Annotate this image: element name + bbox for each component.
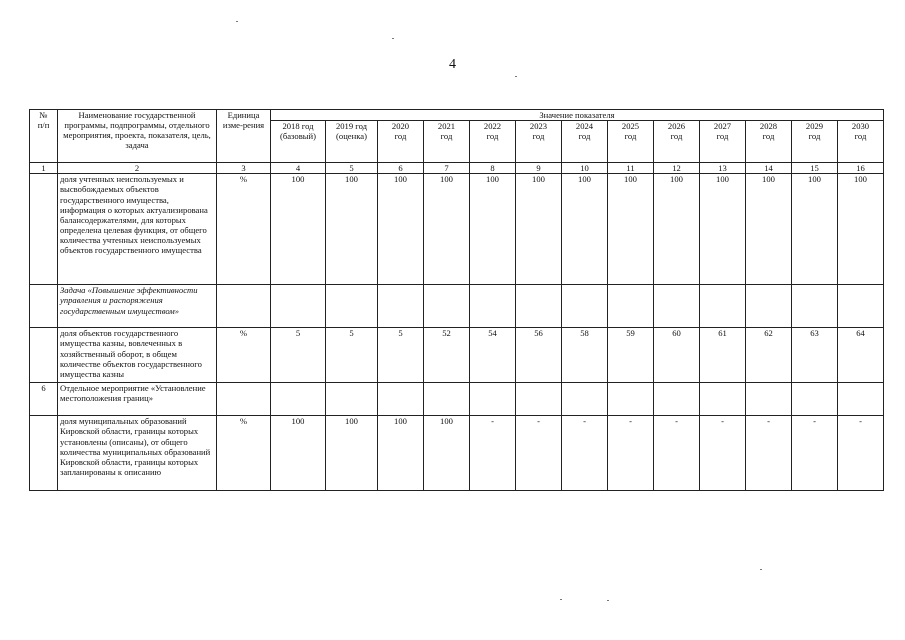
row-value bbox=[654, 383, 700, 416]
row-value bbox=[562, 285, 608, 328]
row-value: 100 bbox=[326, 174, 378, 285]
row-value bbox=[516, 285, 562, 328]
header-values-title: Значение показателя bbox=[271, 110, 884, 121]
row-value bbox=[700, 285, 746, 328]
header-num: № п/п bbox=[30, 110, 58, 163]
row-value: 100 bbox=[608, 174, 654, 285]
column-number-10: 10 bbox=[562, 163, 608, 174]
header-year-4: 2022 год bbox=[470, 121, 516, 163]
indicators-table bbox=[29, 109, 884, 491]
row-name: Задача «Повышение эффективности управления и распоряжения государственным имуществом» bbox=[58, 285, 217, 328]
page-number: 4 bbox=[449, 57, 456, 72]
row-value: - bbox=[838, 416, 884, 491]
row-value: 100 bbox=[326, 416, 378, 491]
table-row bbox=[30, 383, 884, 416]
header-name: Наименование государственной программы, подпрограммы, отдельного мероприятия, проекта, показателя, цель, задача bbox=[58, 110, 217, 163]
row-value: 59 bbox=[608, 328, 654, 383]
header-year-11: 2029 год bbox=[792, 121, 838, 163]
row-unit bbox=[217, 285, 271, 328]
header-year-3: 2021 год bbox=[424, 121, 470, 163]
row-num bbox=[30, 416, 58, 491]
row-value: 100 bbox=[378, 416, 424, 491]
row-value: - bbox=[608, 416, 654, 491]
row-value: 60 bbox=[654, 328, 700, 383]
header-year-10: 2028 год bbox=[746, 121, 792, 163]
row-value bbox=[378, 285, 424, 328]
table-row bbox=[30, 285, 884, 328]
column-number-13: 13 bbox=[700, 163, 746, 174]
header-year-9: 2027 год bbox=[700, 121, 746, 163]
row-value: 54 bbox=[470, 328, 516, 383]
row-value: 100 bbox=[470, 174, 516, 285]
header-year-12: 2030 год bbox=[838, 121, 884, 163]
row-unit: % bbox=[217, 328, 271, 383]
header-unit: Единица изме-рения bbox=[217, 110, 271, 163]
header-year-6: 2024 год bbox=[562, 121, 608, 163]
header-year-7: 2025 год bbox=[608, 121, 654, 163]
row-value: 63 bbox=[792, 328, 838, 383]
header-year-8: 2026 год bbox=[654, 121, 700, 163]
row-value: - bbox=[654, 416, 700, 491]
column-number-15: 15 bbox=[792, 163, 838, 174]
row-value bbox=[608, 285, 654, 328]
row-value bbox=[326, 383, 378, 416]
row-value: 5 bbox=[326, 328, 378, 383]
column-number-12: 12 bbox=[654, 163, 700, 174]
row-value bbox=[562, 383, 608, 416]
row-num bbox=[30, 328, 58, 383]
row-value bbox=[516, 383, 562, 416]
table-row bbox=[30, 174, 884, 285]
row-value bbox=[838, 383, 884, 416]
row-value: 100 bbox=[271, 174, 326, 285]
row-num bbox=[30, 285, 58, 328]
row-value bbox=[792, 383, 838, 416]
row-value bbox=[424, 285, 470, 328]
row-unit bbox=[217, 383, 271, 416]
row-value: - bbox=[792, 416, 838, 491]
header-year-5: 2023 год bbox=[516, 121, 562, 163]
row-value bbox=[792, 285, 838, 328]
header-year-2: 2020 год bbox=[378, 121, 424, 163]
row-value: - bbox=[700, 416, 746, 491]
column-number-14: 14 bbox=[746, 163, 792, 174]
table-row bbox=[30, 416, 884, 491]
row-value: 64 bbox=[838, 328, 884, 383]
row-value: 52 bbox=[424, 328, 470, 383]
row-value: 100 bbox=[378, 174, 424, 285]
column-number-5: 5 bbox=[326, 163, 378, 174]
column-number-7: 7 bbox=[424, 163, 470, 174]
header-year-1: 2019 год (оценка) bbox=[326, 121, 378, 163]
row-value bbox=[700, 383, 746, 416]
row-value bbox=[746, 383, 792, 416]
row-unit: % bbox=[217, 416, 271, 491]
row-unit: % bbox=[217, 174, 271, 285]
table-row bbox=[30, 328, 884, 383]
row-value: 58 bbox=[562, 328, 608, 383]
header-row-1 bbox=[30, 110, 884, 121]
column-number-6: 6 bbox=[378, 163, 424, 174]
row-value bbox=[654, 285, 700, 328]
row-value: 100 bbox=[271, 416, 326, 491]
column-number-1: 1 bbox=[30, 163, 58, 174]
row-value bbox=[271, 285, 326, 328]
row-value: 100 bbox=[424, 416, 470, 491]
row-value: 5 bbox=[378, 328, 424, 383]
column-number-2: 2 bbox=[58, 163, 217, 174]
row-value bbox=[271, 383, 326, 416]
row-value bbox=[378, 383, 424, 416]
row-value: 62 bbox=[746, 328, 792, 383]
column-number-16: 16 bbox=[838, 163, 884, 174]
row-value bbox=[326, 285, 378, 328]
column-number-4: 4 bbox=[271, 163, 326, 174]
row-value: 100 bbox=[424, 174, 470, 285]
row-value: 100 bbox=[562, 174, 608, 285]
row-value: 100 bbox=[700, 174, 746, 285]
row-num bbox=[30, 174, 58, 285]
row-value: - bbox=[470, 416, 516, 491]
row-name: доля муниципальных образований Кировской области, границы которых установлены (описаны), от общего количества муниципальных образований Кировской области, границы которых запланированы к описанию bbox=[58, 416, 217, 491]
row-name: доля учтенных неиспользуемых и высвобождаемых объектов государственного имущества, информация о которых актуализирована балансодержателями, для которых определена целевая функция, от общего количества учтенных неиспользуемых объектов государственного имущества bbox=[58, 174, 217, 285]
header-year-0: 2018 год (базовый) bbox=[271, 121, 326, 163]
row-name: доля объектов государственного имущества казны, вовлеченных в хозяйственный оборот, в общем количестве объектов государственного имущества казны bbox=[58, 328, 217, 383]
row-value bbox=[746, 285, 792, 328]
row-value: 5 bbox=[271, 328, 326, 383]
column-numbers-row bbox=[30, 163, 884, 174]
row-value: 100 bbox=[516, 174, 562, 285]
row-value bbox=[838, 285, 884, 328]
column-number-8: 8 bbox=[470, 163, 516, 174]
row-value: 100 bbox=[838, 174, 884, 285]
row-value: 100 bbox=[746, 174, 792, 285]
row-num: 6 bbox=[30, 383, 58, 416]
row-value bbox=[424, 383, 470, 416]
row-value bbox=[470, 383, 516, 416]
row-value bbox=[470, 285, 516, 328]
row-value: 56 bbox=[516, 328, 562, 383]
row-value: - bbox=[516, 416, 562, 491]
row-value: 100 bbox=[792, 174, 838, 285]
column-number-11: 11 bbox=[608, 163, 654, 174]
row-value bbox=[608, 383, 654, 416]
column-number-3: 3 bbox=[217, 163, 271, 174]
row-value: 61 bbox=[700, 328, 746, 383]
row-value: - bbox=[562, 416, 608, 491]
column-number-9: 9 bbox=[516, 163, 562, 174]
row-name: Отдельное мероприятие «Установление местоположения границ» bbox=[58, 383, 217, 416]
row-value: 100 bbox=[654, 174, 700, 285]
row-value: - bbox=[746, 416, 792, 491]
